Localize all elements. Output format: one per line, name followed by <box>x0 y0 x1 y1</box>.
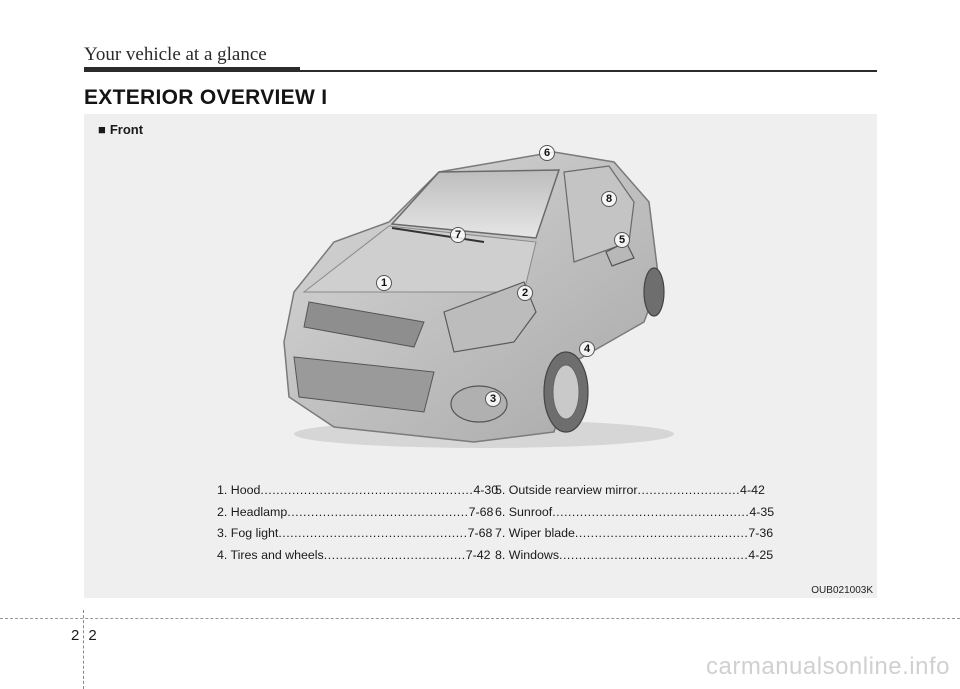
legend-item-page: 7-68 <box>467 526 493 540</box>
section-title: EXTERIOR OVERVIEW I <box>84 86 328 109</box>
legend-item-page: 7-68 <box>468 504 494 519</box>
header-rule-thin <box>300 70 877 72</box>
header-rule-thick <box>84 67 300 72</box>
legend-item-label: 8. Windows <box>495 547 560 562</box>
legend-item-leader: .............................................. <box>287 504 469 519</box>
callout-3: 3 <box>485 391 501 407</box>
page-index: 2 <box>88 627 97 644</box>
car-illustration <box>274 142 694 454</box>
legend-item-leader: ................................................ <box>559 547 749 562</box>
legend-item-page: 4-42 <box>740 483 765 497</box>
legend-item <box>217 480 499 502</box>
page-chapter: 2 <box>71 627 80 644</box>
legend-item <box>495 502 775 524</box>
legend-item-label: 4. Tires and wheels <box>217 547 324 562</box>
callout-4: 4 <box>579 341 595 357</box>
legend-item-leader: ............................................ <box>574 526 749 540</box>
view-label-text: Front <box>109 122 144 137</box>
legend-item-page: 4-25 <box>748 547 774 562</box>
legend-item-page: 4-35 <box>749 504 775 519</box>
callout-7: 7 <box>450 227 466 243</box>
legend-item-label: 3. Fog light <box>217 526 279 540</box>
legend-item <box>217 545 491 567</box>
figure-panel <box>84 114 877 598</box>
legend-item-label: 1. Hood <box>217 483 261 497</box>
legend-item <box>217 502 494 524</box>
gutter-line <box>83 610 85 689</box>
square-bullet-icon: ■ <box>98 122 106 137</box>
legend-left <box>217 480 499 566</box>
header-title: Your vehicle at a glance <box>84 44 267 65</box>
legend-item-page: 7-42 <box>465 547 491 562</box>
image-code: OUB021003K <box>811 585 873 596</box>
legend-item-page: 4-30 <box>473 483 499 497</box>
callout-6: 6 <box>539 145 555 161</box>
page-number <box>71 627 97 644</box>
legend-item <box>217 523 493 545</box>
legend-item <box>495 523 774 545</box>
bottom-dashed-rule <box>0 618 960 619</box>
callout-1: 1 <box>376 275 392 291</box>
legend-item-leader: .................................... <box>323 547 466 562</box>
legend-item-page: 7-36 <box>748 526 774 540</box>
legend-right <box>495 480 775 566</box>
legend-item-leader: ................................................ <box>278 526 468 540</box>
legend-item-label: 5. Outside rearview mirror <box>495 483 638 497</box>
legend-item-leader: .......................... <box>637 483 741 497</box>
callout-5: 5 <box>614 232 630 248</box>
legend-item-leader: .................................................. <box>552 504 750 519</box>
watermark: carmanualsonline.info <box>706 653 950 680</box>
callout-8: 8 <box>601 191 617 207</box>
view-label <box>98 122 143 137</box>
legend-item-label: 2. Headlamp <box>217 504 288 519</box>
legend-item <box>495 545 774 567</box>
legend-item-label: 7. Wiper blade <box>495 526 575 540</box>
legend-item-leader: ...................................................... <box>260 483 474 497</box>
legend-item-label: 6. Sunroof <box>495 504 553 519</box>
legend-item <box>495 480 765 502</box>
callout-2: 2 <box>517 285 533 301</box>
